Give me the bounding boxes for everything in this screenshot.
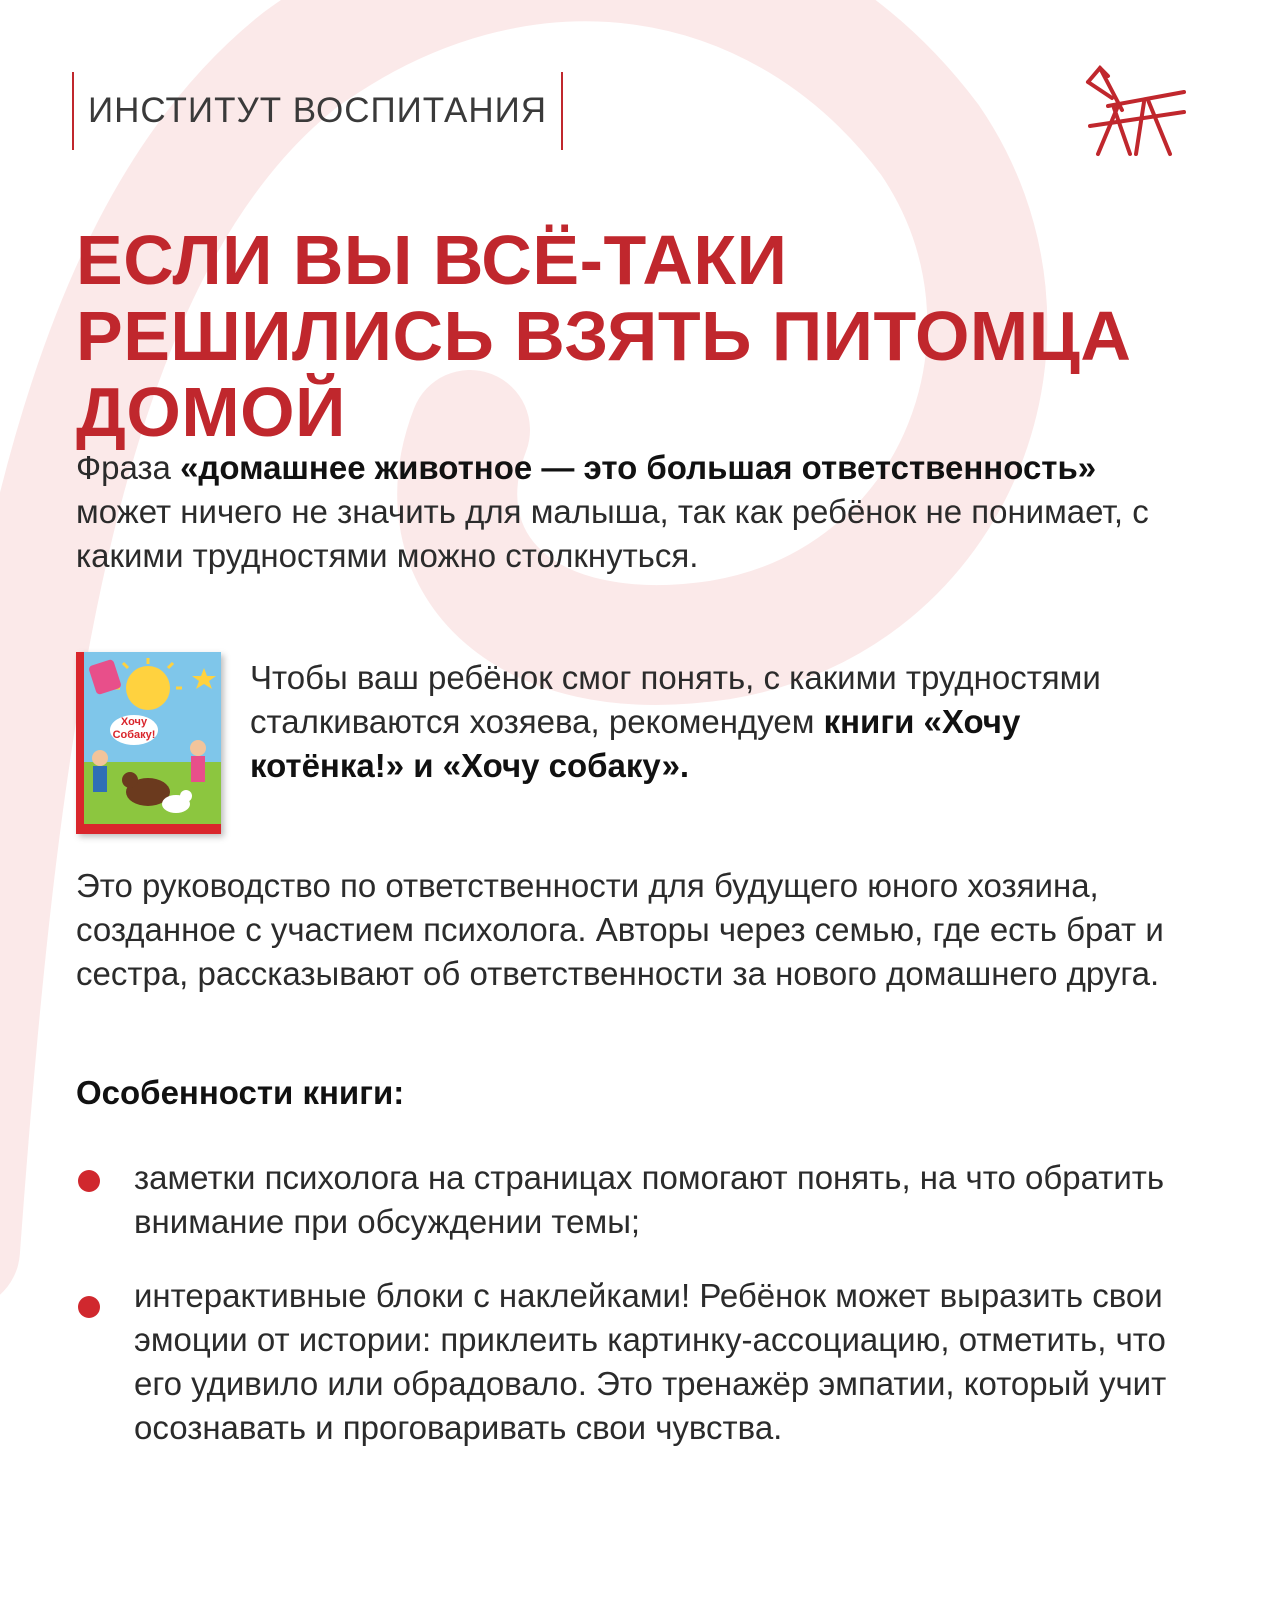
feature-text: заметки психолога на страницах помогают понять, на что обратить внимание при обсуждении темы; — [134, 1159, 1165, 1240]
headline: ЕСЛИ ВЫ ВСЁ-ТАКИ РЕШИЛИСЬ ВЗЯТЬ ПИТОМЦА ДОМОЙ — [76, 221, 1132, 451]
brand-right-bar — [561, 72, 563, 150]
intro-prefix: Фраза — [76, 449, 181, 486]
recommendation-prefix: Чтобы ваш ребёнок смог понять, с какими трудностями сталкиваются хозяева, рекомендуем — [250, 659, 1101, 740]
bullet-dot-icon — [78, 1170, 100, 1192]
stick-horse-icon — [1078, 62, 1190, 158]
svg-text:Хочу: Хочу — [120, 716, 148, 728]
intro-bold: «домашнее животное — это большая ответственность» — [180, 449, 1097, 486]
feature-item — [78, 1156, 1218, 1244]
intro-suffix: может ничего не значить для малыша, так как ребёнок не понимает, с какими трудностями можно столкнуться. — [76, 493, 1149, 574]
features-title: Особенности книги: — [76, 1074, 405, 1111]
bullet-dot-icon — [78, 1296, 100, 1318]
book-cover-image — [76, 652, 221, 834]
intro-paragraph — [76, 446, 1196, 578]
feature-item — [78, 1274, 1218, 1450]
description-paragraph: Это руководство по ответственности для будущего юного хозяина, созданное с участием психолога. Авторы через семью, где есть брат и сестра, рассказывают об ответственности за нового домашнего друга. — [76, 867, 1164, 992]
svg-text:Собаку!: Собаку! — [112, 729, 156, 741]
brand-header — [72, 72, 563, 150]
recommendation-paragraph — [250, 656, 1170, 788]
brand-name: ИНСТИТУТ ВОСПИТАНИЯ — [88, 91, 548, 130]
recommendation-bold: книги «Хочу котёнка!» и «Хочу собаку». — [250, 703, 1021, 784]
feature-text: интерактивные блоки с наклейками! Ребёнок может выразить свои эмоции от истории: приклеить картинку-ассоциацию, отметить, что его удивило или обрадовало. Это тренажёр эмпатии, который учит осознавать и проговаривать свои чувства. — [134, 1277, 1167, 1446]
